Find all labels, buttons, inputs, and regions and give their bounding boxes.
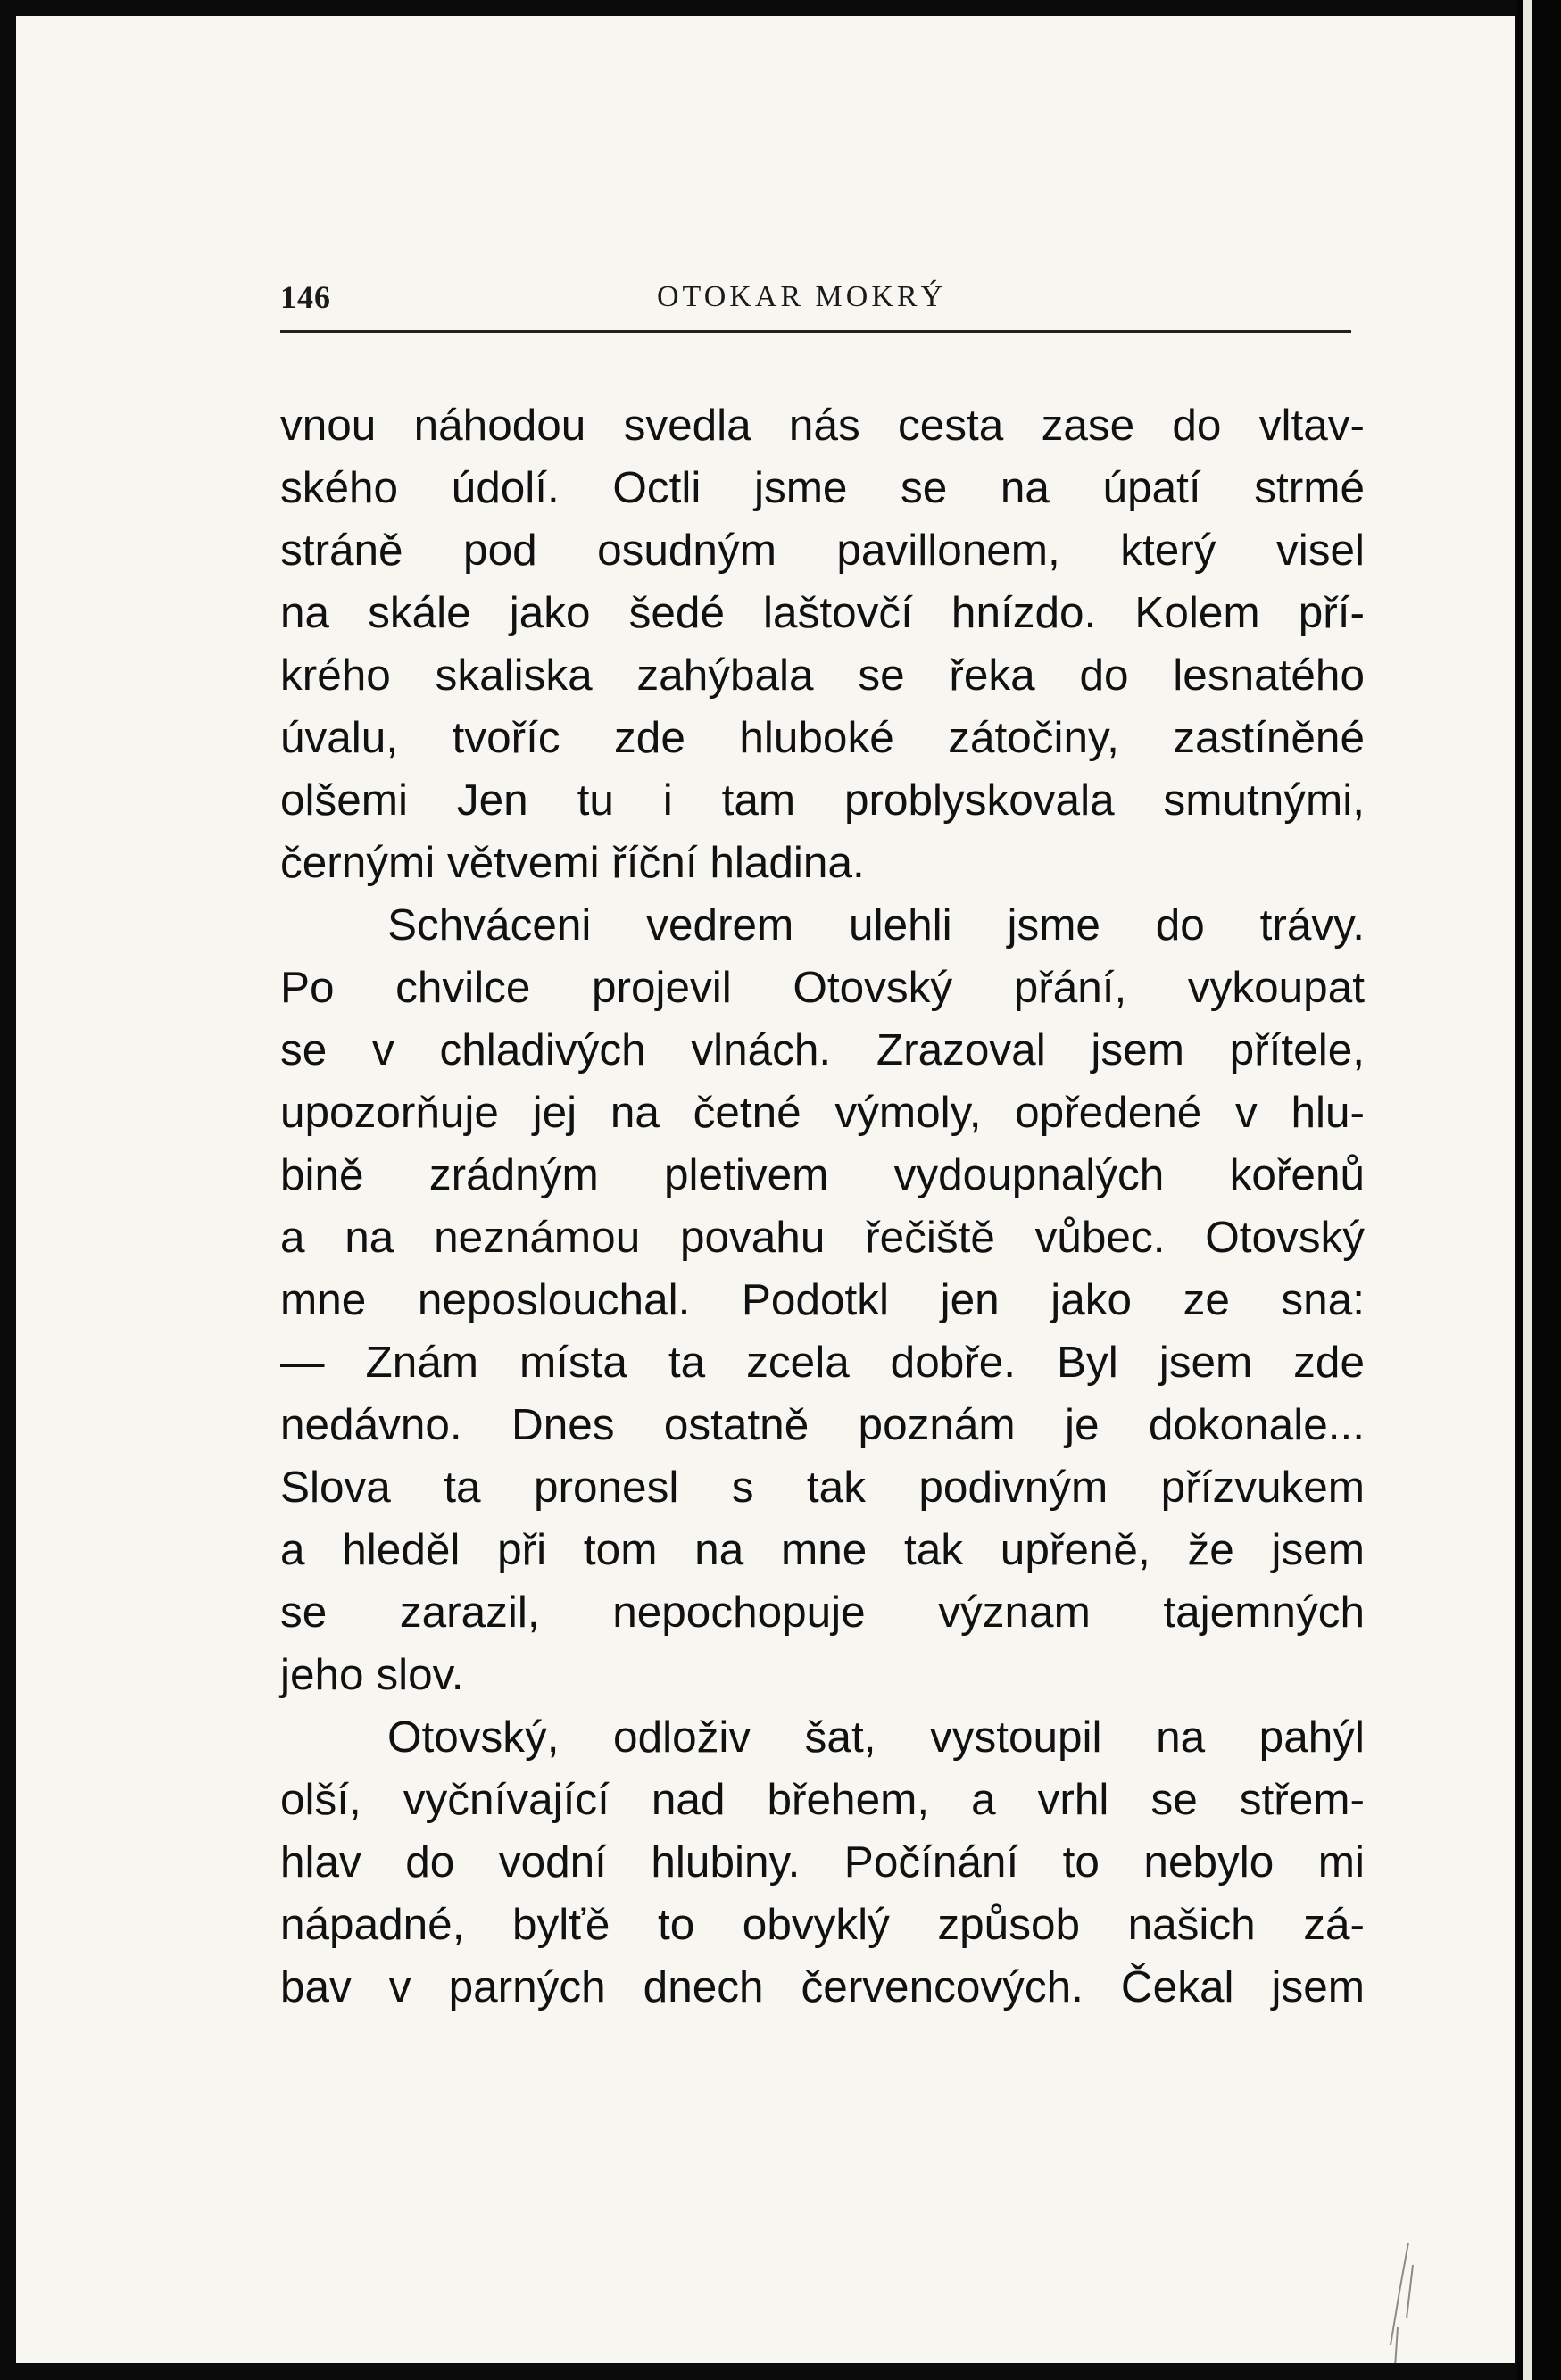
text-line: úvalu, tvoříc zde hluboké zátočiny, zastíněné: [280, 713, 1365, 762]
text-line: a na neznámou povahu řečiště vůbec. Otovský: [280, 1213, 1365, 1262]
text-line: nápadné, bylťě to obvyklý způsob našich zá-: [280, 1900, 1365, 1949]
text-line: — Znám místa ta zcela dobře. Byl jsem zde: [280, 1338, 1365, 1387]
text-line: nedávno. Dnes ostatně poznám je dokonale...: [280, 1400, 1365, 1449]
text-line: na skále jako šedé laštovčí hnízdo. Kolem pří-: [280, 588, 1365, 637]
body-text: [280, 394, 1365, 2019]
book-page: [16, 16, 1515, 2363]
text-line: a hleděl při tom na mne tak upřeně, že jsem: [280, 1525, 1365, 1574]
running-head: [264, 278, 1355, 332]
header-rule: [280, 330, 1351, 333]
text-line: černými větvemi říční hladina.: [280, 838, 865, 887]
text-line: hlav do vodní hlubiny. Počínání to nebylo mi: [280, 1837, 1365, 1887]
text-line: se v chladivých vlnách. Zrazoval jsem přítele,: [280, 1025, 1365, 1074]
text-line: jeho slov.: [280, 1650, 464, 1699]
text-line: ského údolí. Octli jsme se na úpatí strmé: [280, 463, 1365, 512]
text-line: Slova ta pronesl s tak podivným přízvukem: [280, 1463, 1365, 1512]
text-line: Schváceni vedrem ulehli jsme do trávy.: [387, 900, 1365, 950]
scan-smudge: [1373, 2238, 1426, 2363]
text-line: se zarazil, nepochopuje význam tajemných: [280, 1588, 1365, 1637]
text-line: krého skaliska zahýbala se řeka do lesnatého: [280, 651, 1365, 700]
text-line: bav v parných dnech červencových. Čekal jsem: [280, 1962, 1365, 2011]
text-line: Otovský, odloživ šat, vystoupil na pahýl: [387, 1712, 1365, 1762]
text-line: olšemi Jen tu i tam problyskovala smutnými,: [280, 775, 1365, 825]
text-line: vnou náhodou svedla nás cesta zase do vltav-: [280, 401, 1365, 450]
scan-edge: [1523, 0, 1532, 2380]
running-title-author: OTOKAR MOKRÝ: [657, 280, 947, 313]
page-number: 146: [280, 279, 331, 315]
text-line: stráně pod osudným pavillonem, který visel: [280, 526, 1365, 575]
text-line: Po chvilce projevil Otovský přání, vykoupat: [280, 963, 1365, 1012]
text-line: olší, vyčnívající nad břehem, a vrhl se střem-: [280, 1775, 1365, 1824]
text-line: bině zrádným pletivem vydoupnalých kořenů: [280, 1150, 1365, 1199]
text-line: mne neposlouchal. Podotkl jen jako ze sna:: [280, 1275, 1365, 1324]
text-line: upozorňuje jej na četné výmoly, opředené v hlu-: [280, 1088, 1365, 1137]
